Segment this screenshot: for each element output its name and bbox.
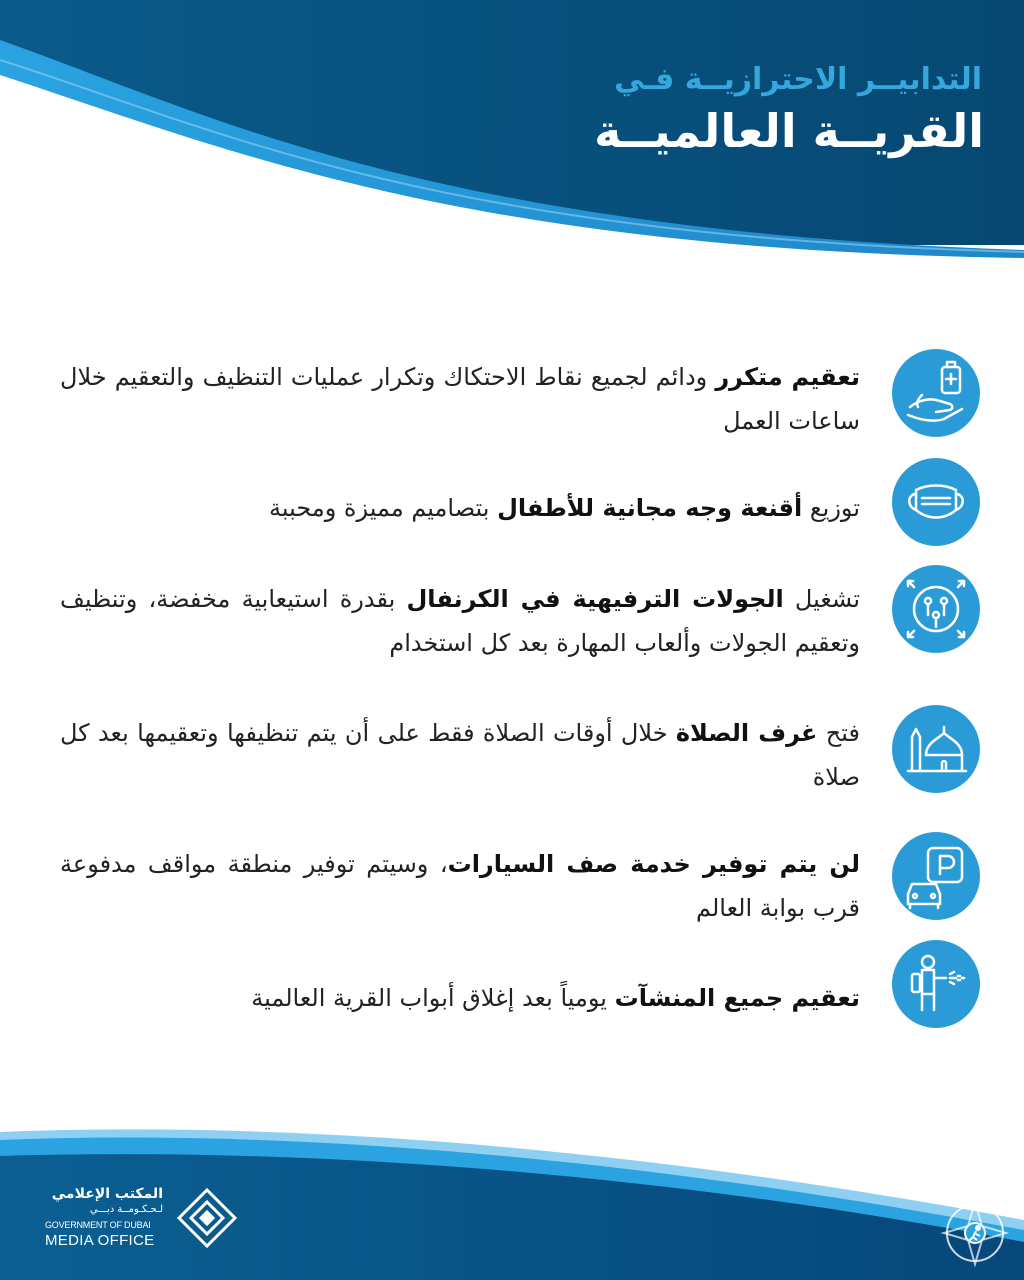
measure-rest: يومياً بعد إغلاق أبواب القرية العالمية — [251, 984, 615, 1012]
measure-bold: تعقيم جميع المنشآت — [614, 984, 860, 1012]
logo-english-line-1: GOVERNMENT OF DUBAI — [45, 1220, 151, 1230]
measure-item — [40, 565, 980, 665]
social-distancing-icon — [892, 565, 980, 653]
title-line-1: التدابيــر الاحترازيــة فـي — [614, 62, 982, 97]
measure-text — [60, 842, 860, 930]
measure-rest: بقدرة استيعابية مخفضة، وتنظيف وتعقيم الجولات وألعاب المهارة بعد كل استخدام — [60, 585, 860, 657]
measure-text — [60, 486, 860, 530]
hand-sanitizer-icon — [892, 349, 980, 437]
media-office-logo — [45, 1186, 245, 1256]
global-village-logo-icon — [938, 1196, 1012, 1270]
disinfection-spray-icon — [892, 940, 980, 1028]
measure-rest: خلال أوقات الصلاة فقط على أن يتم تنظيفها وتعقيمها بعد كل صلاة — [60, 719, 860, 791]
logo-arabic-line-1: المكتب الإعلامي — [51, 1186, 163, 1202]
measure-text — [60, 355, 860, 443]
measure-pre: توزيع — [802, 494, 860, 522]
measure-item — [40, 940, 980, 1030]
measure-bold: لن يتم توفير خدمة صف السيارات — [447, 850, 861, 878]
measure-bold: أقنعة وجه مجانية للأطفال — [497, 494, 803, 522]
mosque-icon — [892, 705, 980, 793]
measure-item — [40, 705, 980, 805]
logo-english-line-2: MEDIA OFFICE — [45, 1232, 155, 1249]
measure-pre: تشغيل — [783, 585, 860, 613]
measure-bold: غرف الصلاة — [675, 719, 818, 747]
measure-text — [60, 976, 860, 1020]
title-line-2: القريــة العالميــة — [594, 104, 984, 158]
media-office-emblem-icon — [175, 1186, 239, 1250]
measure-item — [40, 349, 980, 449]
logo-arabic-line-2: لـحـكـومــة دبـــي — [89, 1204, 163, 1215]
face-mask-icon — [892, 458, 980, 546]
parking-icon — [892, 832, 980, 920]
measure-pre: فتح — [817, 719, 860, 747]
measure-rest: ودائم لجميع نقاط الاحتكاك وتكرار عمليات التنظيف والتعقيم خلال ساعات العمل — [60, 363, 860, 435]
measure-text — [60, 577, 860, 665]
measure-rest: ، وسيتم توفير منطقة مواقف مدفوعة قرب بوابة العالم — [60, 850, 860, 922]
measure-item — [40, 458, 980, 548]
measure-item — [40, 832, 980, 932]
measure-bold: تعقيم متكرر — [715, 363, 860, 391]
measure-text — [60, 711, 860, 799]
measure-bold: الجولات الترفيهية في الكرنفال — [406, 585, 784, 613]
measure-rest: بتصاميم مميزة ومحببة — [269, 494, 498, 522]
